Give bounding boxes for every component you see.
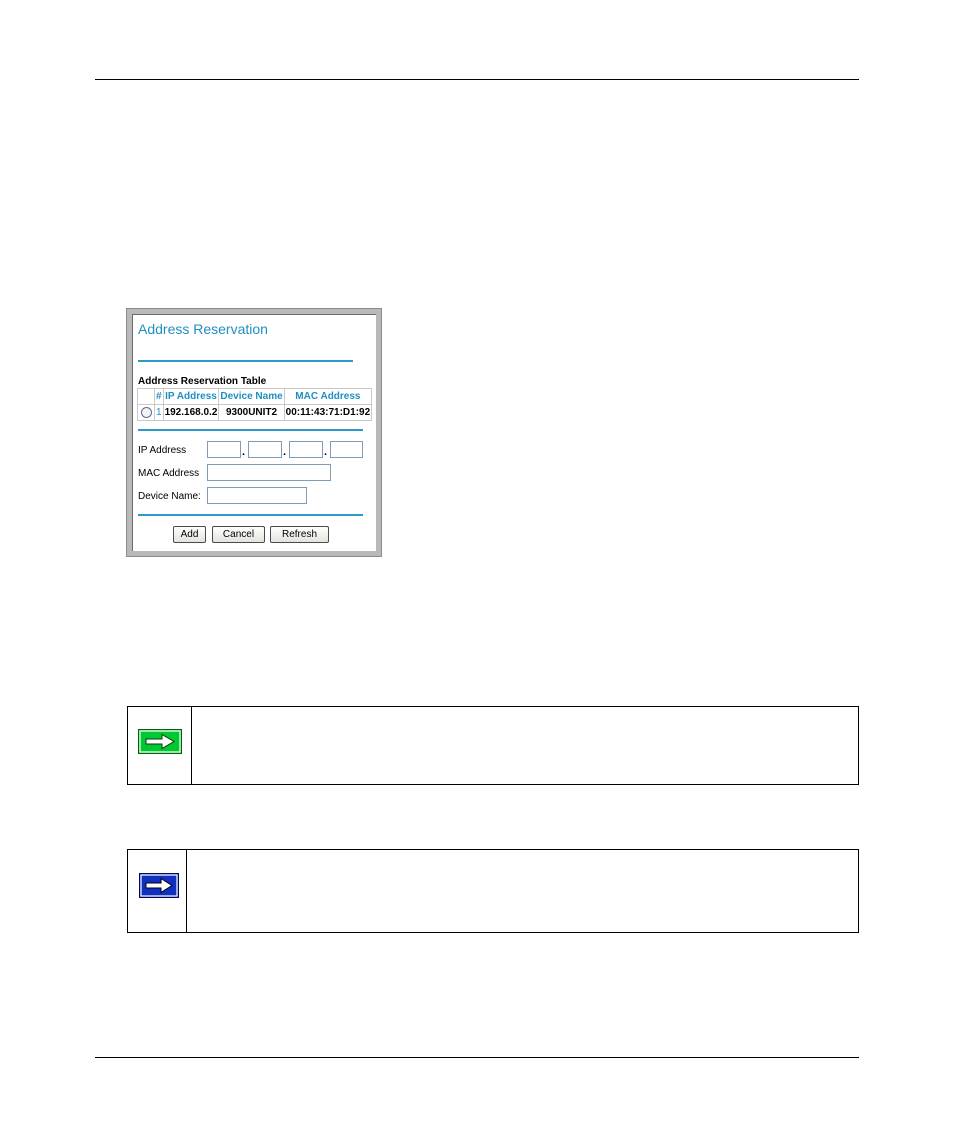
note-divider (186, 850, 187, 932)
radio-column-header (138, 389, 155, 405)
note-box (127, 849, 859, 933)
cancel-button[interactable]: Cancel (212, 526, 265, 543)
ip-octet-3-input[interactable] (289, 441, 323, 458)
panel-title: Address Reservation (138, 321, 268, 337)
device-name-label: Device Name: (138, 491, 201, 502)
footer-rule (95, 1057, 859, 1058)
table-header-row (138, 389, 372, 405)
ip-address-label: IP Address (138, 445, 187, 456)
ip-separator: . (242, 446, 246, 458)
column-header-index: # (155, 389, 164, 405)
blue-right-arrow-icon (139, 873, 179, 898)
header-rule (95, 79, 859, 80)
tip-box (127, 706, 859, 785)
table-row (138, 405, 372, 421)
row-select-radio[interactable] (141, 407, 152, 418)
form-divider (138, 514, 363, 516)
mac-address-label: MAC Address (138, 468, 200, 479)
green-right-arrow-icon (138, 729, 182, 754)
device-name-input[interactable] (207, 487, 307, 504)
reservation-table (137, 388, 372, 421)
ip-octet-2-input[interactable] (248, 441, 282, 458)
column-header-device: Device Name (219, 389, 284, 405)
row-select-cell (138, 405, 155, 421)
note-divider (191, 707, 192, 784)
mac-address-input[interactable] (207, 464, 331, 481)
screenshot-content (132, 314, 376, 551)
add-button[interactable]: Add (173, 526, 206, 543)
row-ip: 192.168.0.2 (163, 405, 219, 421)
title-divider (138, 360, 353, 362)
ip-separator: . (283, 446, 287, 458)
ip-octet-4-input[interactable] (330, 441, 363, 458)
row-device: 9300UNIT2 (219, 405, 284, 421)
address-reservation-screenshot (126, 308, 382, 557)
refresh-button[interactable]: Refresh (270, 526, 329, 543)
row-index: 1 (155, 405, 164, 421)
column-header-mac: MAC Address (284, 389, 372, 405)
table-divider (138, 429, 363, 431)
column-header-ip: IP Address (163, 389, 219, 405)
ip-separator: . (324, 446, 328, 458)
table-caption: Address Reservation Table (138, 376, 267, 387)
ip-octet-1-input[interactable] (207, 441, 241, 458)
row-mac: 00:11:43:71:D1:92 (284, 405, 372, 421)
